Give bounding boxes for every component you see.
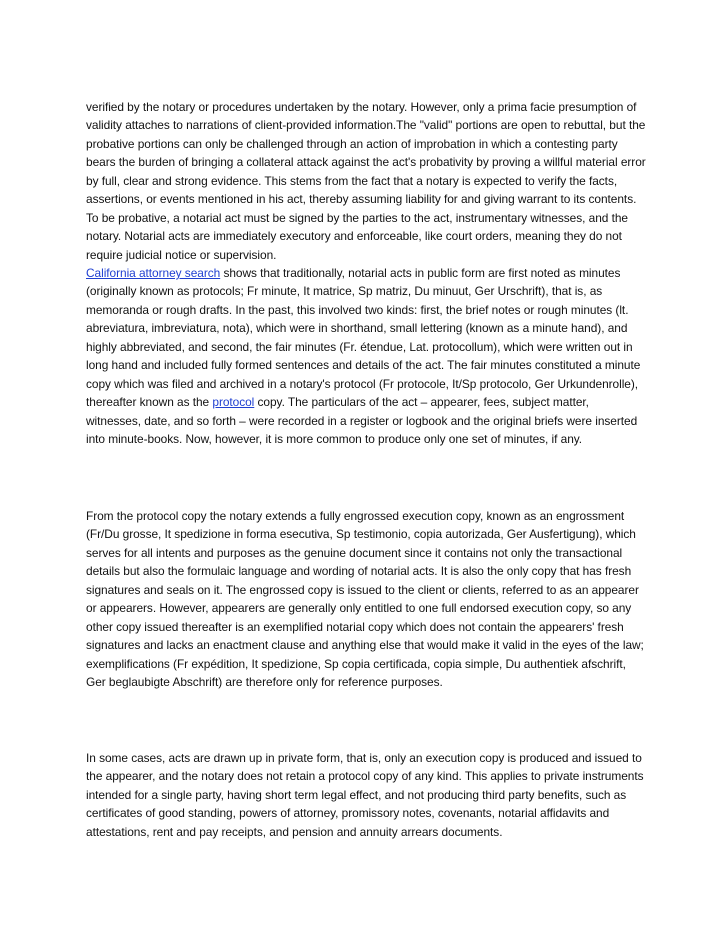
- paragraph-4-text: In some cases, acts are drawn up in private form, that is, only an execution copy is produced and issued to the appearer, and the notary does not retain a protocol copy of any kind. This applies to private instruments intended for a single party, having short term legal effect, and not producing third party benefits, such as certificates of good standing, powers of attorney, promissory notes, covenants, notarial affidavits and attestations, rent and pay receipts, and pension and annuity arrears documents.: [86, 751, 644, 839]
- paragraph-1: [86, 98, 646, 264]
- protocol-link[interactable]: protocol: [212, 395, 255, 410]
- paragraph-2-text: [86, 264, 646, 449]
- california-attorney-search-link[interactable]: California attorney search: [86, 266, 221, 280]
- paragraph-4: [86, 749, 646, 841]
- paragraph-2-text-a: shows that traditionally, notarial acts in public form are first noted as minutes (originally known as protocols; Fr minute, It matrice, Sp matriz, Du minuut, Ger Urschrift), that is, as memoranda or rough drafts. In the past, this involved two kinds: first, the brief notes or rough minutes (lt. abreviatura, imbreviatura, nota), which were in shorthand, small lettering (known as a minute hand), and highly abbreviated, and second, the fair minutes (Fr. étendue, Lat. protocollum), which were written out in long hand and included fully formed sentences and details of the act. The fair minutes constituted a minute copy which was filed and archived in a notary's protocol (Fr protocole, It/Sp protocolo, Ger Urkundenrolle), thereafter known as the: [86, 266, 641, 410]
- paragraph-2-text-b: copy. The particulars of the act – appearer, fees, subject matter, witnesses, date, and so forth – were recorded in a register or logbook and the original briefs were inserted into minute-books. Now, however, it is more common to produce only one set of minutes, if any.: [86, 395, 638, 447]
- paragraph-2: [86, 264, 646, 449]
- paragraph-1-text: verified by the notary or procedures undertaken by the notary. However, only a prima facie presumption of validity attaches to narrations of client-provided information.The "valid" portions are open to rebuttal, but the probative portions can only be challenged through an action of improbation in which a contesting party bears the burden of bringing a collateral attack against the act's probativity by proving a willful material error by full, clear and strong evidence. This stems from the fact that a notary is expected to verify the facts, assertions, or events mentioned in his act, thereby assuming liability for and giving warrant to its contents. To be probative, a notarial act must be signed by the parties to the act, instrumentary witnesses, and the notary. Notarial acts are immediately executory and enforceable, like court orders, meaning they do not require judicial notice or supervision.: [86, 100, 646, 262]
- paragraph-3-text: From the protocol copy the notary extends a fully engrossed execution copy, known as an engrossment (Fr/Du grosse, It spedizione in forma esecutiva, Sp testimonio, copia autorizada, Ger Ausfertigung), which serves for all intents and purposes as the genuine document since it contains not only the transactional details but also the formulaic language and wording of notarial acts. It is also the only copy that has fresh signatures and seals on it. The engrossed copy is issued to the client or clients, referred to as an appearer or appearers. However, appearers are generally only entitled to one full endorsed execution copy, so any other copy issued thereafter is an exemplified notarial copy which does not contain the appearers' fresh signatures and lacks an enactment clause and anything else that would make it valid in the eyes of the law; exemplifications (Fr expédition, It spedizione, Sp copia certificada, copia simple, Du authentiek afschrift, Ger beglaubigte Abschrift) are therefore only for reference purposes.: [86, 509, 644, 690]
- paragraph-3: [86, 507, 646, 692]
